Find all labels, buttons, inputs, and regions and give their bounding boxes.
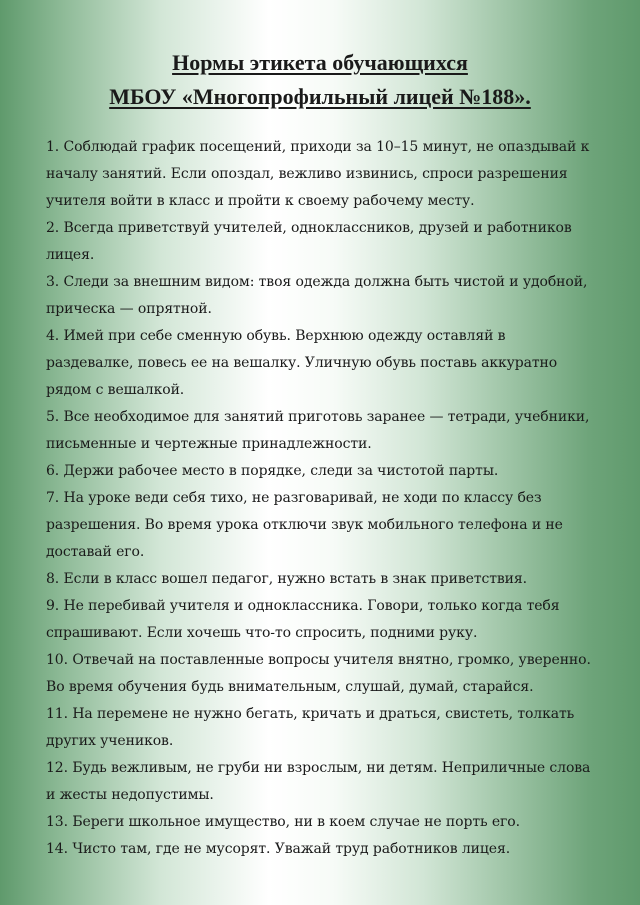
rule-item-11: 11. На перемене не нужно бегать, кричать и драться, свистеть, толкать других учеников.: [46, 706, 575, 749]
rule-item-2: 2. Всегда приветствуй учителей, одноклассников, друзей и работников лицея.: [46, 220, 572, 263]
rule-item-1: 1. Соблюдай график посещений, приходи за 10–15 минут, не опаздывай к началу занятий. Если опоздал, вежливо извинись, спроси разрешения учителя войти в класс и пройти к своему рабочему месту.: [46, 139, 590, 209]
rules-list: [0, 134, 640, 863]
rule-item-13: 13. Береги школьное имущество, ни в коем случае не порть его.: [46, 814, 520, 830]
rule-item-10: 10. Отвечай на поставленные вопросы учителя внятно, громко, уверенно. Во время обучения будь внимательным, слушай, думай, старайся.: [46, 652, 591, 695]
rule-item-8: 8. Если в класс вошел педагог, нужно встать в знак приветствия.: [46, 571, 527, 587]
rule-item-3: 3. Следи за внешним видом: твоя одежда должна быть чистой и удобной, прическа — опрятной.: [46, 274, 588, 317]
rule-item-12: 12. Будь вежливым, не груби ни взрослым, ни детям. Неприличные слова и жесты недопустимы.: [46, 760, 591, 803]
rule-item-5: 5. Все необходимое для занятий приготовь заранее — тетради, учебники, письменные и чертежные принадлежности.: [46, 409, 590, 452]
rule-item-7: 7. На уроке веди себя тихо, не разговаривай, не ходи по классу без разрешения. Во время урока отключи звук мобильного телефона и не доставай его.: [46, 490, 563, 560]
rule-item-6: 6. Держи рабочее место в порядке, следи за чистотой парты.: [46, 463, 499, 479]
poster-title: [0, 46, 640, 114]
rule-item-9: 9. Не перебивай учителя и одноклассника. Говори, только когда тебя спрашивают. Если хочешь что-то спросить, подними руку.: [46, 598, 560, 641]
rule-item-4: 4. Имей при себе сменную обувь. Верхнюю одежду оставляй в раздевалке, повесь ее на вешалку. Уличную обувь поставь аккуратно рядом с вешалкой.: [46, 328, 558, 398]
title-line-1: Нормы этикета обучающихся: [172, 50, 468, 75]
title-line-2: МБОУ «Многопрофильный лицей №188».: [109, 84, 531, 109]
rule-item-14: 14. Чисто там, где не мусорят. Уважай труд работников лицея.: [46, 841, 511, 857]
